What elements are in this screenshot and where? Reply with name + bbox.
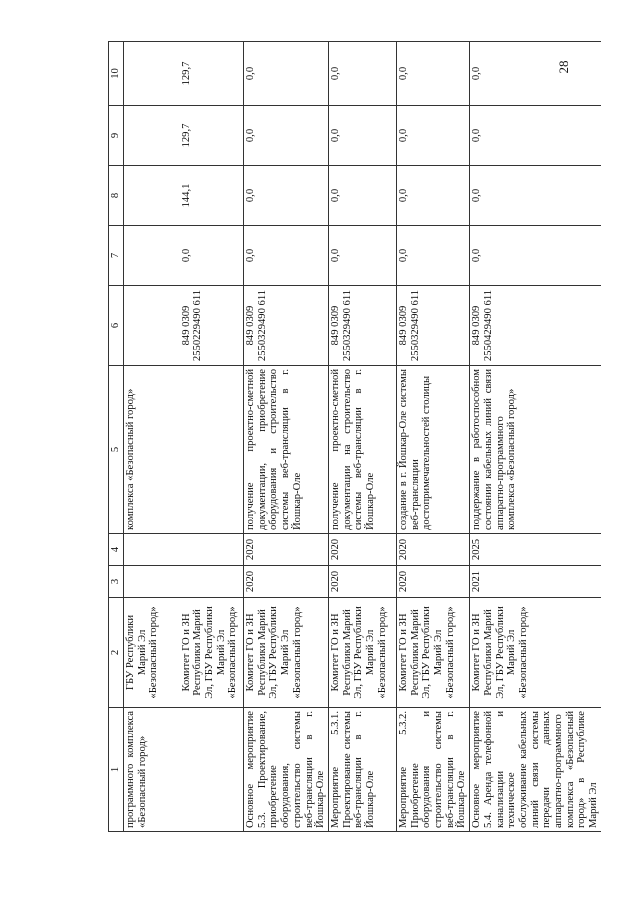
cell-result: создание в г. Йошкар-Оле системы веб-трансляции достопримечательностей столицы xyxy=(396,366,469,534)
cell-value-8: 0,0 xyxy=(396,166,469,226)
program-activities-table xyxy=(108,41,601,832)
cell-budget-code: 849 0309 2550229490 611 xyxy=(180,286,244,366)
table-row xyxy=(124,42,180,832)
cell-activity: программного комплекса «Безопасный город» xyxy=(124,708,180,832)
cell-start-year: 2020 xyxy=(328,566,396,598)
cell-value-8: 0,0 xyxy=(244,166,329,226)
cell-value-10: 129,7 xyxy=(180,42,244,106)
cell-budget-code: 849 0309 2550329490 611 xyxy=(328,286,396,366)
cell-executor: Комитет ГО и ЗН Республики Марий Эл, ГБУ Республики Марий Эл «Безопасный город» xyxy=(470,598,601,708)
col-header-5: 5 xyxy=(109,366,124,534)
cell-value-8: 0,0 xyxy=(328,166,396,226)
cell-executor: Комитет ГО и ЗН Республики Марий Эл, ГБУ Республики Марий Эл «Безопасный город» xyxy=(328,598,396,708)
table-row xyxy=(328,42,396,832)
col-header-2: 2 xyxy=(109,598,124,708)
col-header-7: 7 xyxy=(109,226,124,286)
table-row xyxy=(396,42,469,832)
cell-value-10 xyxy=(124,42,180,106)
cell-activity: Мероприятие 5.3.1. Проектирование системы веб-трансляции в г. Йошкар-Оле xyxy=(328,708,396,832)
cell-value-7: 0,0 xyxy=(244,226,329,286)
cell-value-10: 0,0 xyxy=(244,42,329,106)
cell-end-year: 2020 xyxy=(396,534,469,566)
cell-start-year: 2020 xyxy=(396,566,469,598)
table-row xyxy=(244,42,329,832)
cell-value-7: 0,0 xyxy=(180,226,244,286)
table-row xyxy=(180,42,244,832)
cell-end-year: 2020 xyxy=(328,534,396,566)
cell-budget-code xyxy=(124,286,180,366)
rotated-table-page xyxy=(108,42,628,832)
cell-executor: Комитет ГО и ЗН Республики Марий Эл, ГБУ Республики Марий Эл «Безопасный город» xyxy=(396,598,469,708)
cell-value-7: 0,0 xyxy=(470,226,601,286)
cell-budget-code: 849 0309 2550329490 611 xyxy=(244,286,329,366)
table-row xyxy=(470,42,601,832)
cell-value-8: 144,1 xyxy=(180,166,244,226)
cell-budget-code: 849 0309 2550429490 611 xyxy=(470,286,601,366)
cell-value-7: 0,0 xyxy=(396,226,469,286)
table-header-row xyxy=(109,42,124,832)
cell-activity: Мероприятие 5.3.2. Приобретение оборудования и строительство системы веб-трансляции в г. Йошкар-Оле xyxy=(396,708,469,832)
col-header-10: 10 xyxy=(109,42,124,106)
cell-executor: Комитет ГО и ЗН Республики Марий Эл, ГБУ Республики Марий Эл «Безопасный город» xyxy=(180,598,244,708)
cell-result: получение проектно-сметной документации, приобретение оборудования и строительство системы веб-трансляции в г. Йошкар-Оле xyxy=(244,366,329,534)
cell-end-year xyxy=(124,534,180,566)
cell-start-year xyxy=(124,566,180,598)
cell-value-7: 0,0 xyxy=(328,226,396,286)
cell-activity: Основное мероприятие 5.4. Аренда телефонной канализации и техническое обслуживание кабельных линий связи системы передачи данных аппаратно-программного комплекса «Безопасный город» в Республике Марий Эл xyxy=(470,708,601,832)
cell-value-9: 0,0 xyxy=(470,106,601,166)
col-header-6: 6 xyxy=(109,286,124,366)
cell-executor: ГБУ Республики Марий Эл «Безопасный город» xyxy=(124,598,180,708)
cell-result: поддержание в работоспособном состоянии кабельных линий связи аппаратно-программного комплекса «Безопасный город» xyxy=(470,366,601,534)
cell-end-year: 2020 xyxy=(244,534,329,566)
cell-start-year xyxy=(180,566,244,598)
cell-value-8: 0,0 xyxy=(470,166,601,226)
cell-executor: Комитет ГО и ЗН Республики Марий Эл, ГБУ Республики Марий Эл «Безопасный город» xyxy=(244,598,329,708)
cell-end-year xyxy=(180,534,244,566)
cell-value-8 xyxy=(124,166,180,226)
cell-value-9 xyxy=(124,106,180,166)
col-header-3: 3 xyxy=(109,566,124,598)
cell-value-10: 0,0 xyxy=(470,42,601,106)
cell-activity: Основное мероприятие 5.3. Проектирование, приобретение оборудования, строительство системы веб-трансляции в г. Йошкар-Оле xyxy=(244,708,329,832)
cell-activity xyxy=(180,708,244,832)
cell-value-9: 0,0 xyxy=(328,106,396,166)
cell-value-9: 129,7 xyxy=(180,106,244,166)
col-header-1: 1 xyxy=(109,708,124,832)
cell-result xyxy=(180,366,244,534)
cell-value-10: 0,0 xyxy=(328,42,396,106)
cell-value-10: 0,0 xyxy=(396,42,469,106)
cell-value-9: 0,0 xyxy=(396,106,469,166)
cell-start-year: 2020 xyxy=(244,566,329,598)
cell-value-9: 0,0 xyxy=(244,106,329,166)
cell-value-7 xyxy=(124,226,180,286)
col-header-4: 4 xyxy=(109,534,124,566)
cell-start-year: 2021 xyxy=(470,566,601,598)
page-number: 28 xyxy=(556,60,571,74)
cell-result: комплекса «Безопасный город» xyxy=(124,366,180,534)
cell-budget-code: 849 0309 2550329490 611 xyxy=(396,286,469,366)
col-header-8: 8 xyxy=(109,166,124,226)
cell-end-year: 2025 xyxy=(470,534,601,566)
cell-result: получение проектно-сметной документации на строительство системы веб-трансляции в г. Йошкар-Оле xyxy=(328,366,396,534)
col-header-9: 9 xyxy=(109,106,124,166)
